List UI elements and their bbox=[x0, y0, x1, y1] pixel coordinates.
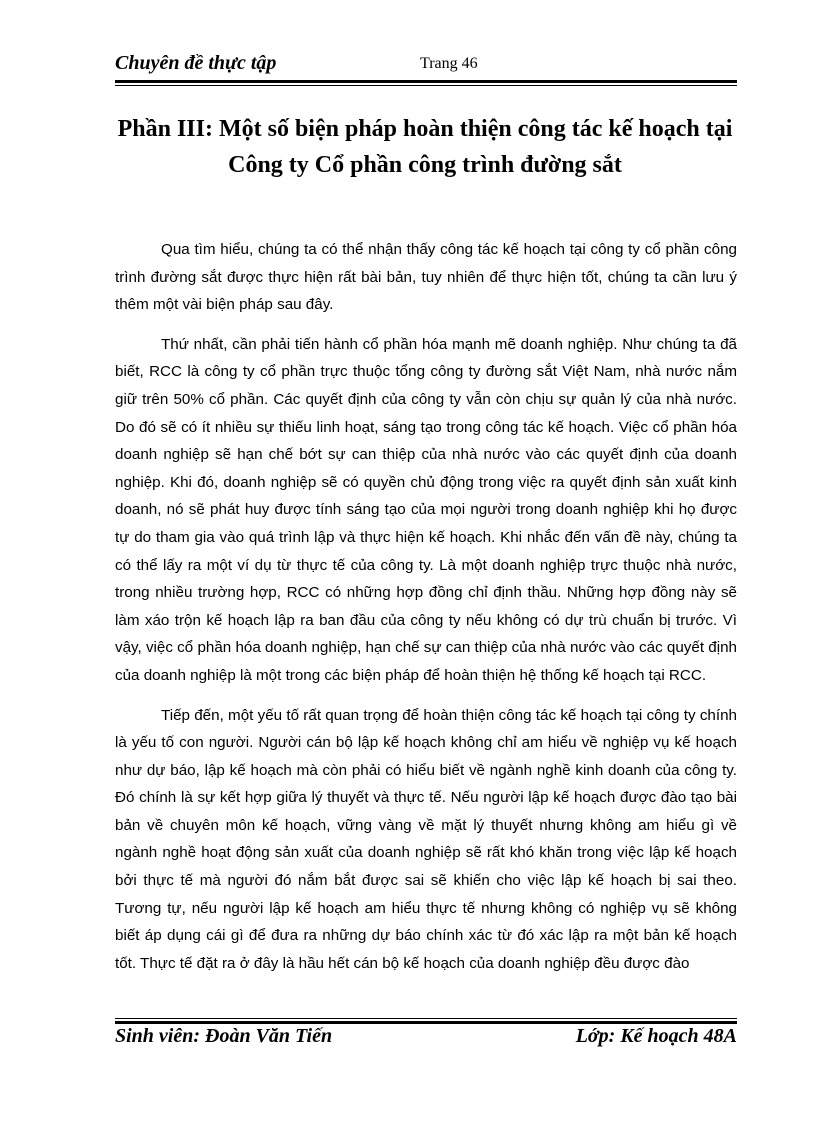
page-footer bbox=[115, 1025, 737, 1055]
footer-rule-thick bbox=[115, 1021, 737, 1024]
section-title-line-2: Công ty Cổ phần công trình đường sắt bbox=[228, 152, 622, 178]
section-title-line-1: Phần III: Một số biện pháp hoàn thiện công tác kế hoạch tại bbox=[117, 116, 733, 142]
paragraph-first-measure: Thứ nhất, cần phải tiến hành cổ phần hóa mạnh mẽ doanh nghiệp. Như chúng ta đã biết, RCC là công ty cổ phần trực thuộc tổng công ty đường sắt Việt Nam, nhà nước nắm giữ trên 50% cổ phần. Các quyết định của công ty vẫn còn chịu sự quản lý của nhà nước. Do đó sẽ có ít nhiều sự thiếu linh hoạt, sáng tạo trong công tác kế hoạch. Việc cổ phần hóa doanh nghiệp sẽ hạn chế bớt sự can thiệp của nhà nước vào các quyết định của doanh nghiệp. Khi đó, doanh nghiệp sẽ có quyền chủ động trong việc ra quyết định sản xuất kinh doanh, nó sẽ phát huy được tính sáng tạo của mọi người trong doanh nghiệp khi họ được tự do tham gia vào quá trình lập và thực hiện kế hoạch. Khi nhắc đến vấn đề này, chúng ta có thể lấy ra một ví dụ từ thực tế của công ty. Là một doanh nghiệp trực thuộc nhà nước, trong nhiều trường hợp, RCC có những hợp đồng chỉ định thầu. Những hợp đồng này sẽ làm xáo trộn kế hoạch lập ra ban đầu của công ty nếu không có dự trù chuẩn bị trước. Vì vậy, việc cổ phần hóa doanh nghiệp, hạn chế sự can thiệp của nhà nước vào các quyết định của doanh nghiệp là một trong các biện pháp để hoàn thiện hệ thống kế hoạch tại RCC. bbox=[115, 335, 737, 684]
body-text bbox=[115, 236, 737, 989]
footer-class-name: Lớp: Kế hoạch 48A bbox=[575, 1025, 737, 1047]
page-header bbox=[115, 52, 737, 82]
paragraph-intro: Qua tìm hiểu, chúng ta có thể nhận thấy công tác kế hoạch tại công ty cổ phần công trình đường sắt được thực hiện rất bài bản, tuy nhiên để thực hiện tốt, chúng ta cần lưu ý thêm một vài biện pháp sau đây. bbox=[115, 241, 737, 314]
footer-rule-thin bbox=[115, 1018, 737, 1019]
footer-student-name: Sinh viên: Đoàn Văn Tiến bbox=[115, 1025, 333, 1047]
header-rule-thin bbox=[115, 85, 737, 86]
header-document-type: Chuyên đề thực tập bbox=[115, 52, 277, 74]
paragraph-second-measure: Tiếp đến, một yếu tố rất quan trọng để hoàn thiện công tác kế hoạch tại công ty chính là yếu tố con người. Người cán bộ lập kế hoạch không chỉ am hiểu về nghiệp vụ kế hoạch như dự báo, lập kế hoạch mà còn phải có hiểu biết về ngành nghề kinh doanh của công ty. Đó chính là sự kết hợp giữa lý thuyết và thực tế. Nếu người lập kế hoạch được đào tạo bài bản về chuyên môn kế hoạch, vững vàng về mặt lý thuyết nhưng không am hiểu gì về ngành nghề hoạt động sản xuất của doanh nghiệp sẽ rất khó khăn trong việc lập kế hoạch bởi thực tế mà người đó nắm bắt được sai sẽ khiến cho việc lập kế hoạch bị sai theo. Tương tự, nếu người lập kế hoạch am hiểu thực tế nhưng không có nghiệp vụ sẽ không biết áp dụng cái gì để đưa ra những dự báo chính xác từ đó xác lập ra một bản kế hoạch tốt. Thực tế đặt ra ở đây là hầu hết cán bộ kế hoạch của doanh nghiệp đều được đào bbox=[115, 706, 737, 972]
header-rule-thick bbox=[115, 80, 737, 83]
page-number: Trang 46 bbox=[420, 55, 478, 72]
